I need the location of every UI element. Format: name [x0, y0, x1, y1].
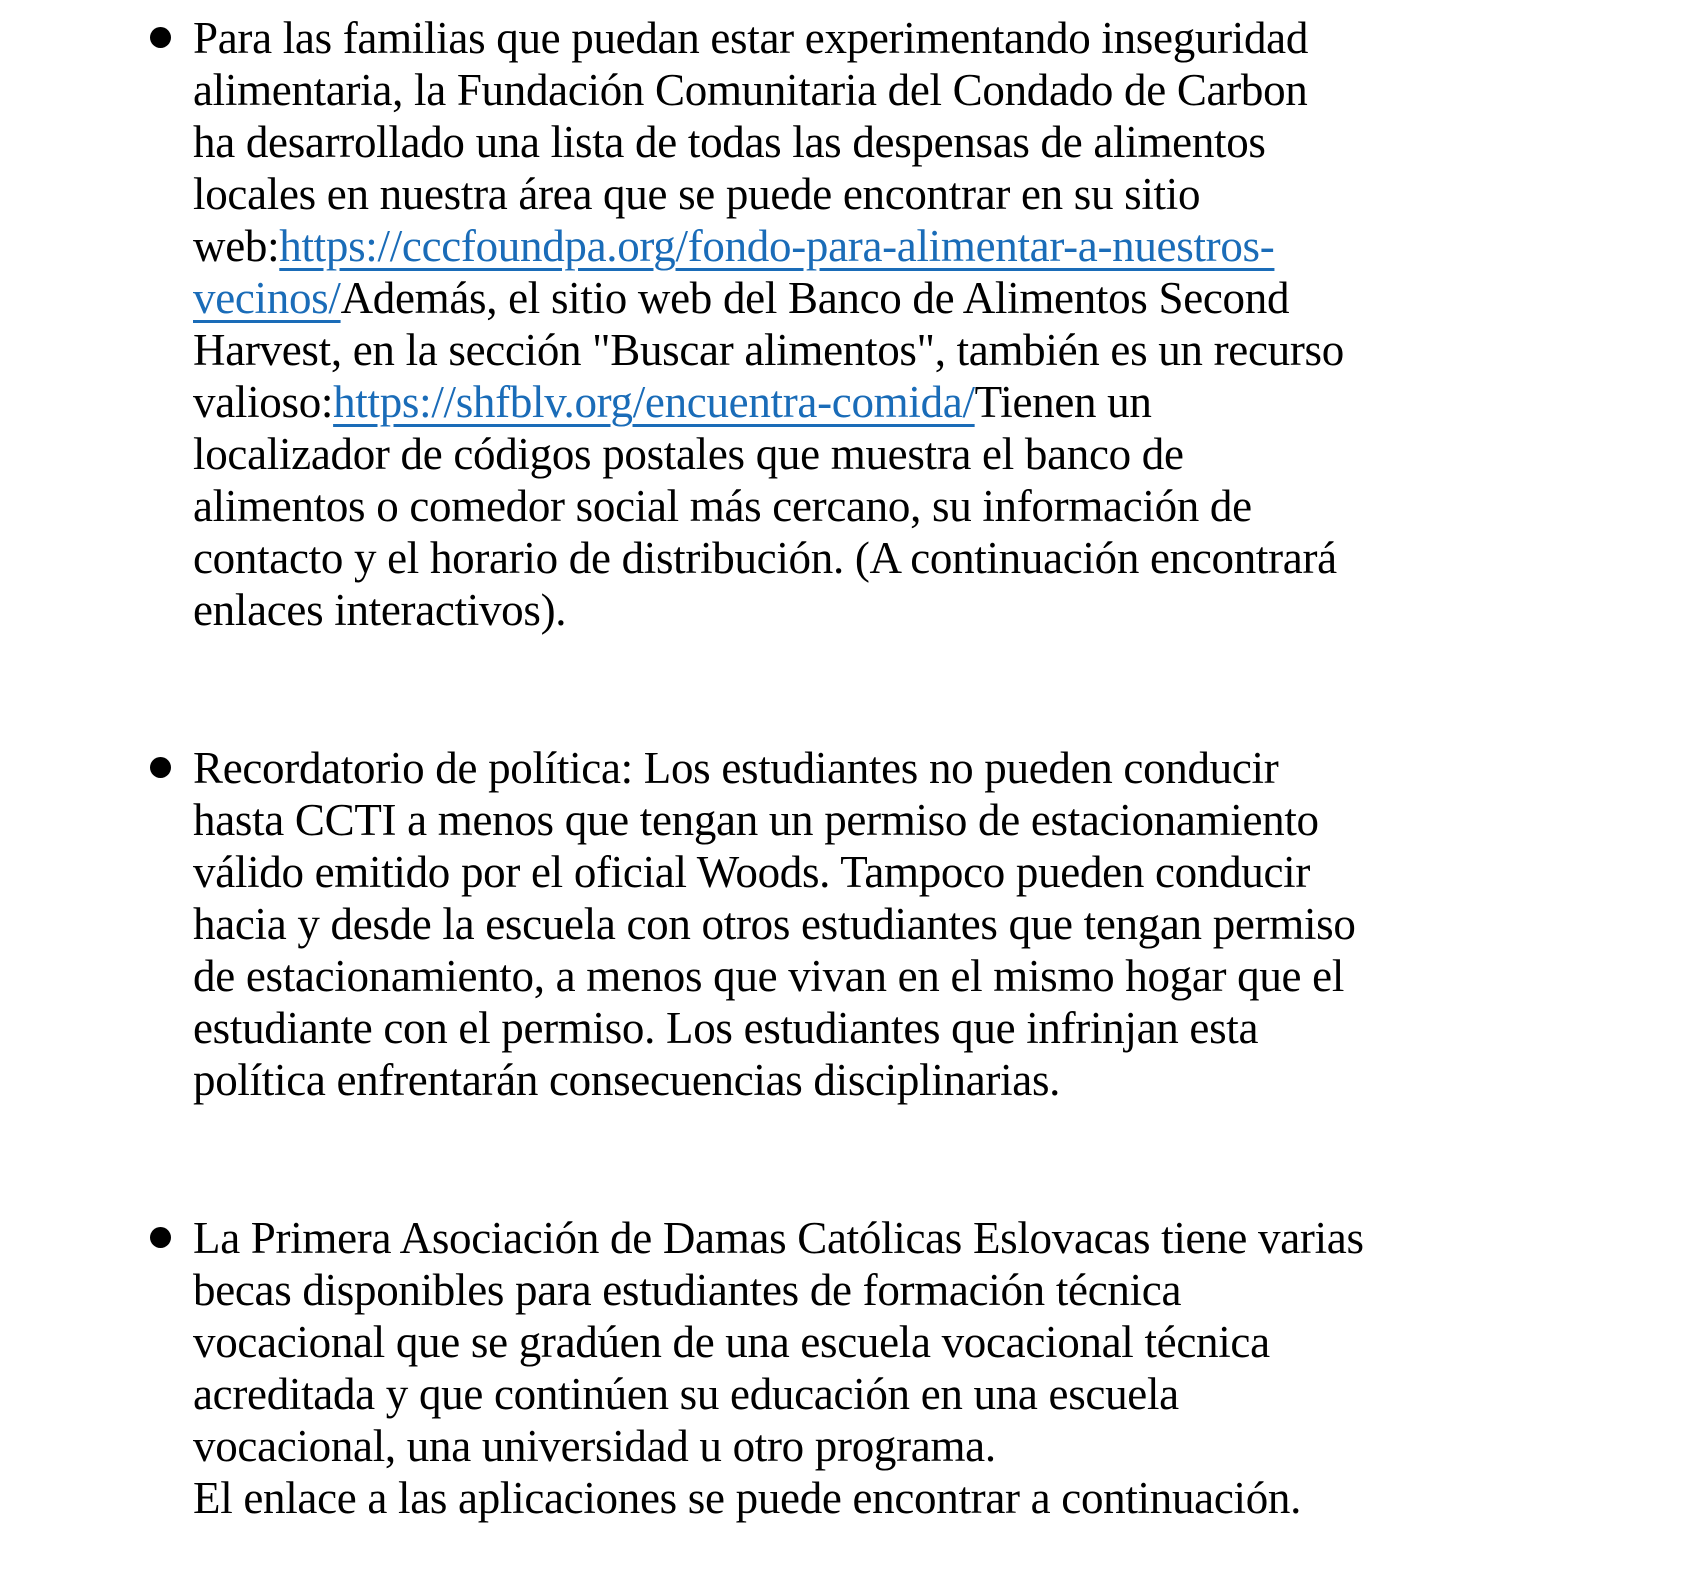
text-run: El enlace a las aplicaciones se puede encontrar a continuación. — [193, 1473, 1302, 1523]
text-run: alimentaria, la Fundación Comunitaria del Condado de Carbon — [193, 65, 1308, 115]
text-run: contacto y el horario de distribución. (A continuación encontrará — [193, 533, 1337, 583]
text-run: Harvest, en la sección "Buscar alimentos", también es un recurso — [193, 325, 1344, 375]
paragraph — [193, 742, 1639, 1106]
text-run: web: — [193, 221, 280, 271]
hyperlink[interactable]: vecinos/ — [193, 273, 341, 323]
hyperlink[interactable]: https://cccfoundpa.org/fondo-para-alimentar-a-nuestros- — [279, 221, 1275, 271]
text-run: vocacional que se gradúen de una escuela vocacional técnica — [193, 1317, 1270, 1367]
text-run: enlaces interactivos). — [193, 585, 567, 635]
text-run: Tienen un — [974, 377, 1152, 427]
hyperlink[interactable]: https://shfblv.org/encuentra-comida/ — [333, 377, 975, 427]
bullet-list — [0, 12, 1699, 1524]
list-item — [0, 12, 1699, 636]
text-run: vocacional, una universidad u otro programa. — [193, 1421, 996, 1471]
text-run: becas disponibles para estudiantes de formación técnica — [193, 1265, 1182, 1315]
text-run: ha desarrollado una lista de todas las despensas de alimentos — [193, 117, 1266, 167]
paragraph — [193, 12, 1639, 636]
bullet-icon — [150, 27, 171, 48]
text-run: locales en nuestra área que se puede encontrar en su sitio — [193, 169, 1201, 219]
text-run: alimentos o comedor social más cercano, su información de — [193, 481, 1252, 531]
text-run: Recordatorio de política: Los estudiantes no pueden conducir — [193, 743, 1279, 793]
list-item — [0, 1212, 1699, 1524]
text-run: hasta CCTI a menos que tengan un permiso de estacionamiento — [193, 795, 1319, 845]
bullet-icon — [150, 1227, 171, 1248]
text-run: de estacionamiento, a menos que vivan en el mismo hogar que el — [193, 951, 1345, 1001]
text-run: válido emitido por el oficial Woods. Tampoco pueden conducir — [193, 847, 1311, 897]
list-item — [0, 742, 1699, 1106]
text-run: política enfrentarán consecuencias disciplinarias. — [193, 1055, 1061, 1105]
text-run: acreditada y que continúen su educación en una escuela — [193, 1369, 1179, 1419]
text-run: estudiante con el permiso. Los estudiantes que infrinjan esta — [193, 1003, 1259, 1053]
text-run: localizador de códigos postales que muestra el banco de — [193, 429, 1184, 479]
text-run: Además, el sitio web del Banco de Alimentos Second — [340, 273, 1290, 323]
paragraph — [193, 1212, 1639, 1524]
bullet-icon — [150, 757, 171, 778]
text-run: La Primera Asociación de Damas Católicas Eslovacas tiene varias — [193, 1213, 1364, 1263]
text-run: Para las familias que puedan estar experimentando inseguridad — [193, 13, 1309, 63]
text-run: valioso: — [193, 377, 334, 427]
text-run: hacia y desde la escuela con otros estudiantes que tengan permiso — [193, 899, 1356, 949]
